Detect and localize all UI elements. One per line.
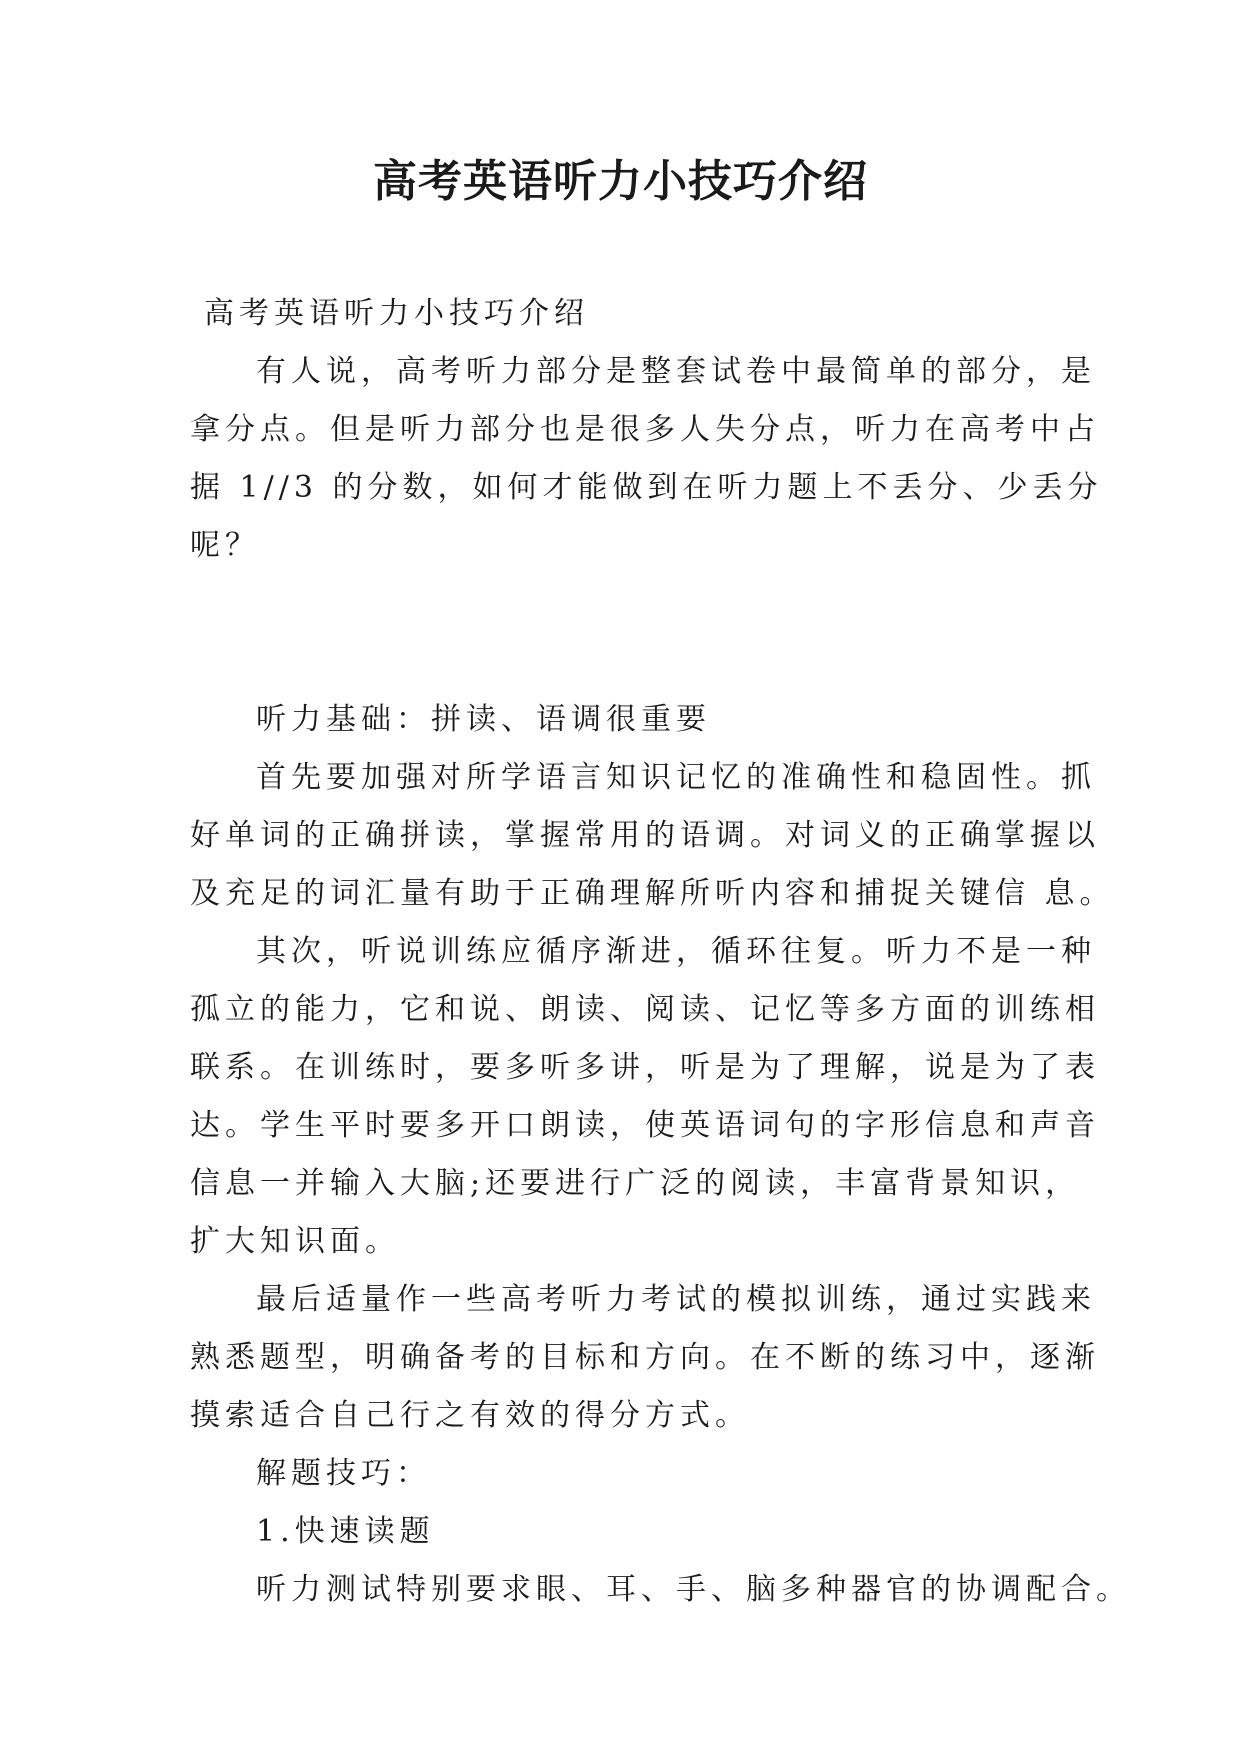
paragraph-line: 达。学生平时要多开口朗读，使英语词句的字形信息和声音 bbox=[190, 1108, 1100, 1143]
paragraph-line: 呢？ bbox=[190, 528, 260, 563]
paragraph-line: 孤立的能力，它和说、朗读、阅读、记忆等多方面的训练相 bbox=[190, 992, 1100, 1027]
paragraph-line: 及充足的词汇量有助于正确理解所听内容和捕捉关键信 息。 bbox=[190, 876, 1115, 911]
section-heading: 解题技巧： bbox=[256, 1456, 431, 1491]
paragraph-line: 联系。在训练时，要多听多讲，听是为了理解，说是为了表 bbox=[190, 1050, 1100, 1085]
section-heading: 听力基础：拼读、语调很重要 bbox=[256, 702, 711, 737]
paragraph-line: 摸索适合自己行之有效的得分方式。 bbox=[190, 1398, 750, 1433]
paragraph-line: 扩大知识面。 bbox=[190, 1224, 400, 1259]
paragraph-line: 其次，听说训练应循序渐进，循环往复。听力不是一种 bbox=[256, 934, 1096, 969]
paragraph-line: 听力测试特别要求眼、耳、手、脑多种器官的协调配合。 bbox=[256, 1572, 1131, 1607]
paragraph-line: 好单词的正确拼读，掌握常用的语调。对词义的正确掌握以 bbox=[190, 818, 1100, 853]
paragraph-gap bbox=[190, 575, 1050, 691]
paragraph-line: 最后适量作一些高考听力考试的模拟训练，通过实践来 bbox=[256, 1282, 1096, 1317]
document-body bbox=[190, 285, 1131, 1619]
subtitle-line: 高考英语听力小技巧介绍 bbox=[204, 296, 589, 331]
document-title: 高考英语听力小技巧介绍 bbox=[373, 156, 868, 207]
list-item-heading: 1.快速读题 bbox=[256, 1514, 435, 1549]
paragraph-line: 首先要加强对所学语言知识记忆的准确性和稳固性。抓 bbox=[256, 760, 1096, 795]
paragraph-line: 信息一并输入大脑;还要进行广泛的阅读，丰富背景知识， bbox=[190, 1166, 1081, 1201]
paragraph-line: 熟悉题型，明确备考的目标和方向。在不断的练习中，逐渐 bbox=[190, 1340, 1100, 1375]
paragraph-line: 据 1//3 的分数，如何才能做到在听力题上不丢分、少丢分 bbox=[190, 470, 1103, 505]
paragraph-line: 拿分点。但是听力部分也是很多人失分点，听力在高考中占 bbox=[190, 412, 1100, 447]
paragraph-line: 有人说，高考听力部分是整套试卷中最简单的部分，是 bbox=[256, 354, 1096, 389]
